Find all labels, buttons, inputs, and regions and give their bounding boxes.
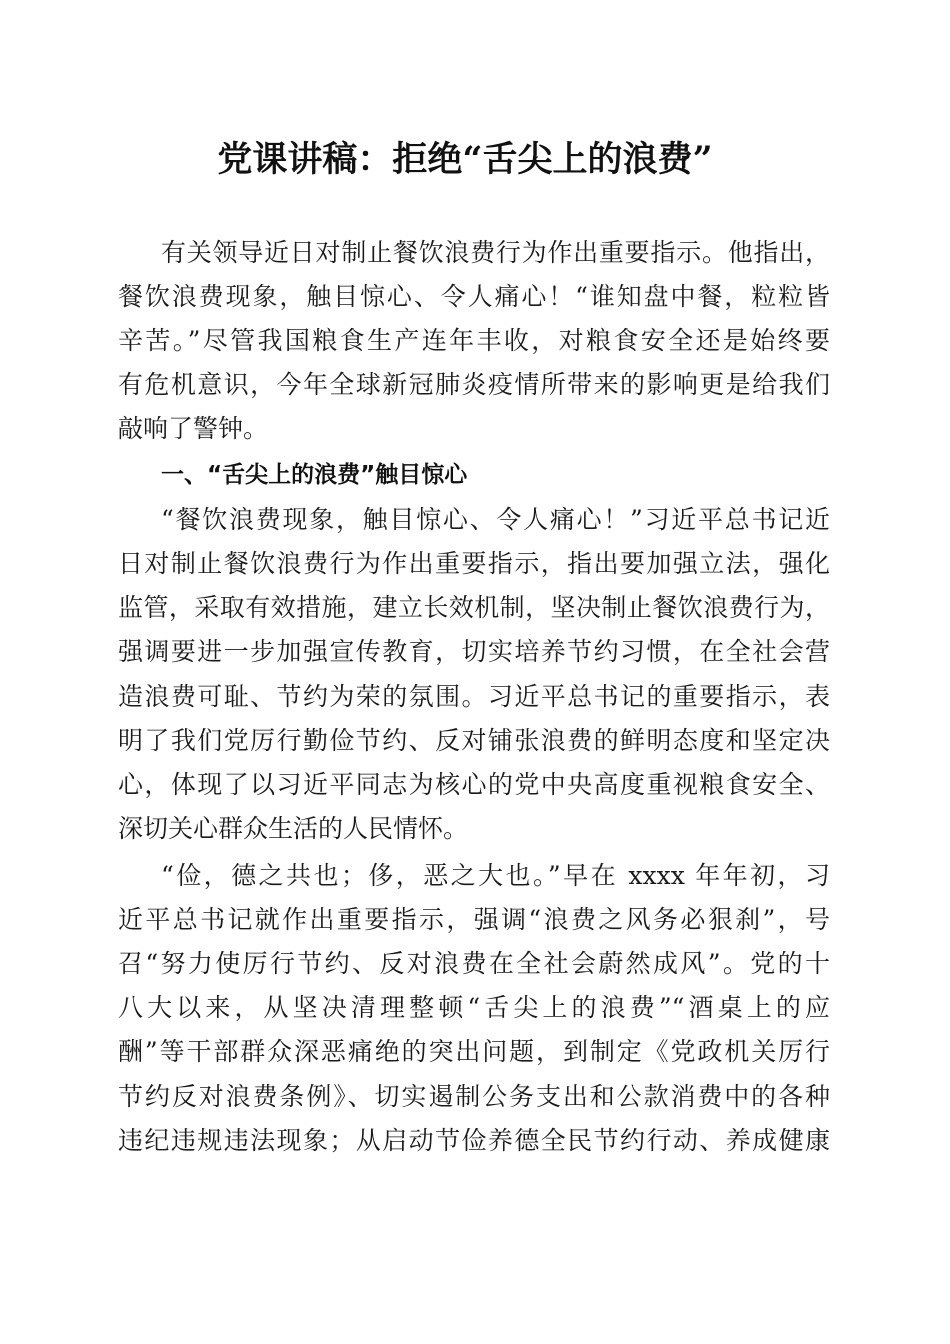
paragraph-1-line-2: 餐饮浪费现象，触目惊心、令人痛心！“谁知盘中餐，粒粒皆 — [118, 282, 830, 311]
paragraph-2-line-5: 造浪费可耻、节约为荣的氛围。习近平总书记的重要指示，表 — [118, 682, 830, 711]
section-1-heading: 一、“舌尖上的浪费”触目惊心 — [161, 462, 468, 488]
paragraph-3-line-2: 近平总书记就作出重要指示，强调“浪费之风务必狠刹”，号 — [118, 905, 830, 934]
paragraph-2-line-7: 心，体现了以习近平同志为核心的党中央高度重视粮食安全、 — [118, 770, 830, 799]
paragraph-1-line-5: 敲响了警钟。 — [118, 414, 269, 443]
paragraph-3-line-7: 违纪违规违法现象；从启动节俭养德全民节约行动、养成健康 — [118, 1126, 830, 1155]
paragraph-2-line-6: 明了我们党厉行勤俭节约、反对铺张浪费的鲜明态度和坚定决 — [118, 726, 830, 755]
paragraph-3-line-4: 八大以来，从坚决清理整顿“舌尖上的浪费”“酒桌上的应 — [118, 993, 830, 1022]
paragraph-1-line-4: 有危机意识，今年全球新冠肺炎疫情所带来的影响更是给我们 — [118, 370, 830, 399]
paragraph-3-line-1: “俭，德之共也；侈，恶之大也。”早在 xxxx 年年初，习 — [161, 861, 830, 890]
paragraph-3-line-5: 酬”等干部群众深恶痛绝的突出问题，到制定《党政机关厉行 — [118, 1037, 830, 1066]
paragraph-3-line-6: 节约反对浪费条例》、切实遏制公务支出和公款消费中的各种 — [118, 1082, 830, 1111]
paragraph-3-line-3: 召“努力使厉行节约、反对浪费在全社会蔚然成风”。党的十 — [118, 949, 830, 978]
paragraph-2-line-3: 监管，采取有效措施，建立长效机制，坚决制止餐饮浪费行为， — [118, 593, 830, 622]
paragraph-2-line-8: 深切关心群众生活的人民情怀。 — [118, 814, 469, 843]
paragraph-2-line-4: 强调要进一步加强宣传教育，切实培养节约习惯，在全社会营 — [118, 637, 830, 666]
paragraph-1-line-1: 有关领导近日对制止餐饮浪费行为作出重要指示。他指出， — [161, 238, 830, 267]
document-title: 党课讲稿：拒绝“舌尖上的浪费” — [217, 139, 713, 180]
paragraph-2-line-1: “餐饮浪费现象，触目惊心、令人痛心！”习近平总书记近 — [161, 505, 830, 534]
paragraph-2-line-2: 日对制止餐饮浪费行为作出重要指示，指出要加强立法，强化 — [118, 549, 830, 578]
paragraph-1-line-3: 辛苦。”尽管我国粮食生产连年丰收，对粮食安全还是始终要 — [118, 326, 830, 355]
